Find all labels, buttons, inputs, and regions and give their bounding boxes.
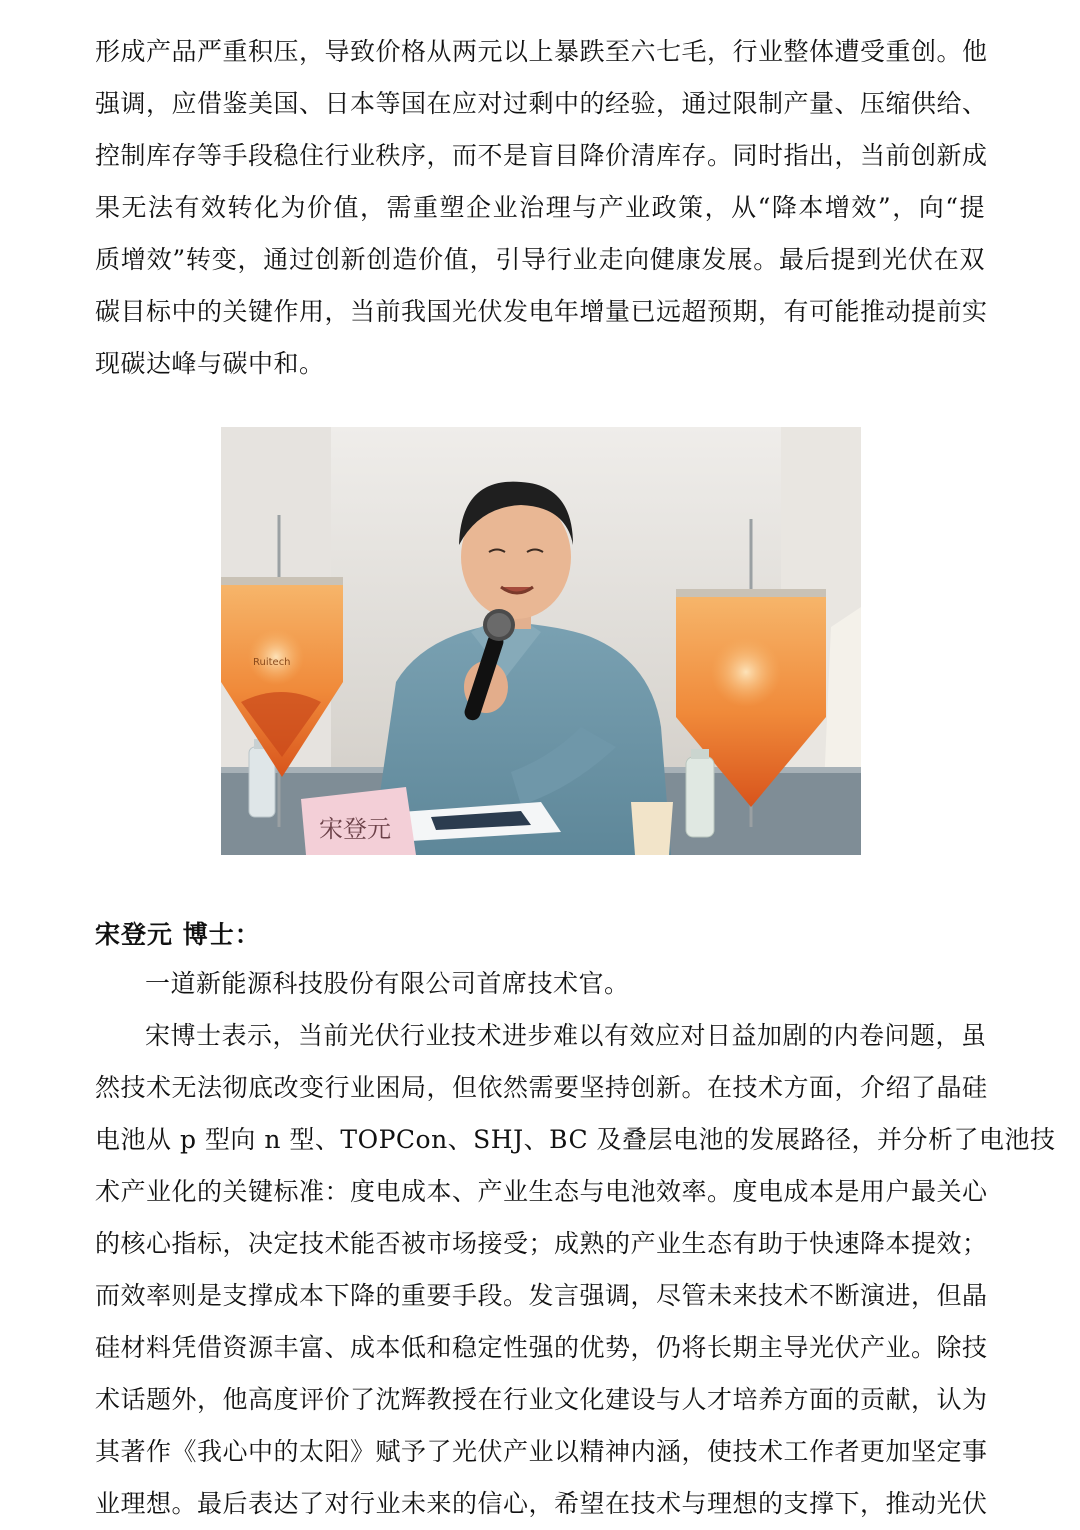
text-line: 的核心指标，决定技术能否被市场接受；成熟的产业生态有助于快速降本提效；: [95, 1229, 988, 1258]
text-line: 术话题外，他高度评价了沈辉教授在行业文化建设与人才培养方面的贡献，认为: [95, 1385, 988, 1414]
text-line: 然技术无法彻底改变行业困局，但依然需要坚持创新。在技术方面，介绍了晶硅: [95, 1073, 988, 1102]
text-line: 果无法有效转化为价值，需重塑企业治理与产业政策，从“降本增效”，向“提: [95, 193, 985, 222]
text-line: 业理想。最后表达了对行业未来的信心，希望在技术与理想的支撑下，推动光伏: [95, 1489, 988, 1518]
text-line: 形成产品严重积压，导致价格从两元以上暴跌至六七毛，行业整体遭受重创。他: [95, 37, 988, 66]
speaker-heading: 宋登元 博士：: [95, 920, 261, 949]
speaker-photo: [221, 427, 861, 855]
text-line: 强调，应借鉴美国、日本等国在应对过剩中的经验，通过限制产量、压缩供给、: [95, 89, 988, 118]
speaker-paragraph: [95, 958, 1056, 1530]
text-line: 质增效”转变，通过创新创造价值，引导行业走向健康发展。最后提到光伏在双: [95, 245, 985, 274]
text-line: 硅材料凭借资源丰富、成本低和稳定性强的优势，仍将长期主导光伏产业。除技: [95, 1333, 988, 1362]
name-card-text: 宋登元: [319, 815, 391, 843]
text-line: 电池从 p 型向 n 型、TOPCon、SHJ、BC 及叠层电池的发展路径，并分析了电池技: [95, 1125, 1056, 1154]
intro-paragraph: [95, 26, 988, 390]
text-line: 术产业化的关键标准：度电成本、产业生态与电池效率。度电成本是用户最关心: [95, 1177, 988, 1206]
text-line: 而效率则是支撑成本下降的重要手段。发言强调，尽管未来技术不断演进，但晶: [95, 1281, 988, 1310]
text-line: 宋博士表示，当前光伏行业技术进步难以有效应对日益加剧的内卷问题，虽: [145, 1021, 987, 1050]
banner-logo-text: Ruitech: [253, 657, 291, 668]
speaker-photo-illustration: [221, 427, 861, 855]
text-line: 现碳达峰与碳中和。: [95, 349, 325, 378]
speaker-title-line: 一道新能源科技股份有限公司首席技术官。: [145, 969, 630, 998]
text-line: 碳目标中的关键作用，当前我国光伏发电年增量已远超预期，有可能推动提前实: [95, 297, 988, 326]
text-line: 其著作《我心中的太阳》赋予了光伏产业以精神内涵，使技术工作者更加坚定事: [95, 1437, 988, 1466]
text-line: 控制库存等手段稳住行业秩序，而不是盲目降价清库存。同时指出，当前创新成: [95, 141, 988, 170]
